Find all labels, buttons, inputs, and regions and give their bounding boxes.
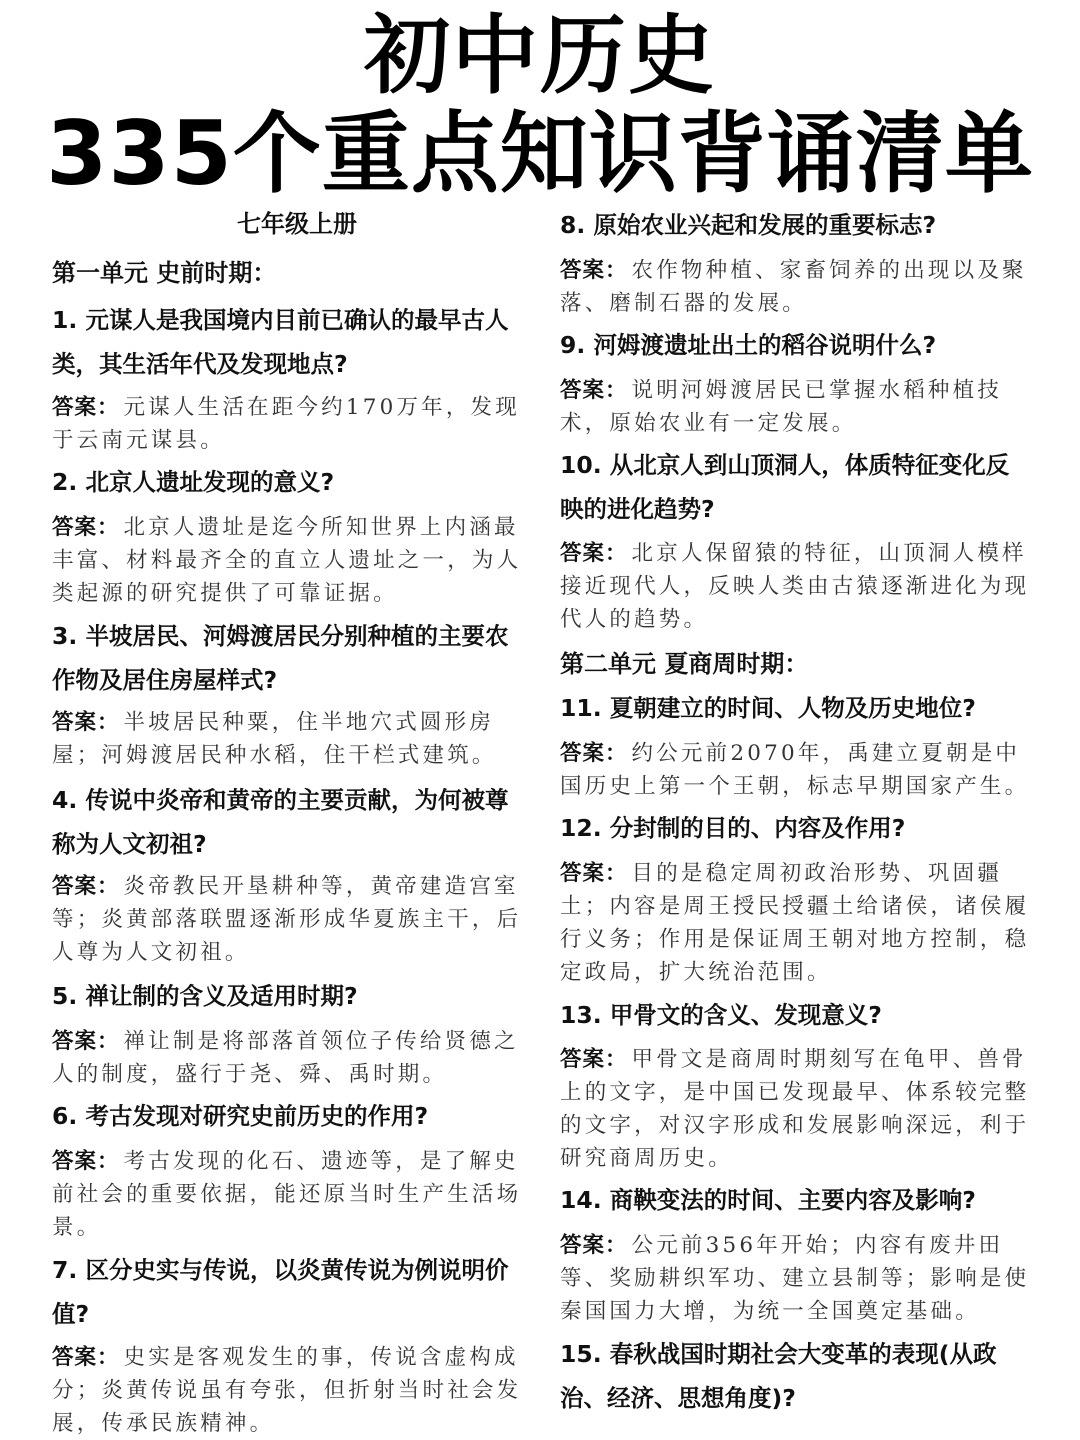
answer-text: 禅让制是将部落首领位子传给贤德之人的制度，盛行于尧、舜、禹时期。 [52,1029,519,1087]
answer-label: 答案： [52,874,120,899]
question-11: 11. 夏朝建立的时间、人物及历史地位? [560,694,976,722]
answer-text: 考古发现的化石、遗迹等，是了解史前社会的重要依据，能还原当时生产生活场景。 [52,1149,522,1240]
question-6: 6. 考古发现对研究史前历史的作用? [52,1102,429,1130]
question-5: 5. 禅让制的含义及适用时期? [52,982,358,1010]
answer-label: 答案： [560,1047,628,1072]
question-7: 7. 区分史实与传说，以炎黄传说为例说明价值? [52,1256,509,1328]
answer-text: 北京人保留猿的特征，山顶洞人模样接近现代人，反映人类由古猿逐渐进化为现代人的趋势。 [560,541,1030,632]
answer-text: 炎帝教民开垦耕种等，黄帝建造宫室等；炎黄部落联盟逐渐形成华夏族主干，后人尊为人文初祖。 [52,874,522,965]
answer-label: 答案： [560,541,628,566]
question-13: 13. 甲骨文的含义、发现意义? [560,1001,882,1029]
page-title-line2: 335个重点知识背诵清单 [46,102,1034,205]
question-14: 14. 商鞅变法的时间、主要内容及影响? [560,1186,976,1214]
question-1: 1. 元谋人是我国境内目前已确认的最早古人类，其生活年代及发现地点? [52,306,509,378]
answer-label: 答案： [560,378,628,403]
answer-text: 半坡居民种粟，住半地穴式圆形房屋；河姆渡居民种水稻，住干栏式建筑。 [52,710,497,768]
question-4: 4. 传说中炎帝和黄帝的主要贡献，为何被尊称为人文初祖? [52,786,509,858]
answer-label: 答案： [52,710,120,735]
answer-label: 答案： [560,1233,628,1258]
answer-4 [52,870,522,969]
answer-13 [560,1043,1032,1175]
answer-7 [52,1341,522,1440]
answer-10 [560,537,1032,636]
answer-text: 史实是客观发生的事，传说含虚构成分；炎黄传说虽有夸张，但折射当时社会发展，传承民族精神。 [52,1345,522,1436]
answer-label: 答案： [52,1149,120,1174]
answer-14 [560,1229,1032,1328]
question-10: 10. 从北京人到山顶洞人，体质特征变化反映的进化趋势? [560,451,1010,523]
unit-heading-2: 第二单元 夏商周时期： [560,650,809,678]
answer-text: 目的是稳定周初政治形势、巩固疆土；内容是周王授民授疆土给诸侯，诸侯履行义务；作用是保证周王朝对地方控制，稳定政局，扩大统治范围。 [560,861,1030,985]
question-15: 15. 春秋战国时期社会大变革的表现(从政治、经济、思想角度)? [560,1340,997,1412]
answer-text: 约公元前2070年，禹建立夏朝是中国历史上第一个王朝，标志早期国家产生。 [560,741,1030,799]
answer-text: 元谋人生活在距今约170万年，发现于云南元谋县。 [52,395,520,453]
answer-text: 甲骨文是商周时期刻写在龟甲、兽骨上的文字，是中国已发现最早、体系较完整的文字，对汉字形成和发展影响深远，利于研究商周历史。 [560,1047,1030,1171]
page-title-line1: 初中历史 [364,6,716,106]
answer-8 [560,254,1032,320]
answer-text: 北京人遗址是迄今所知世界上内涵最丰富、材料最齐全的直立人遗址之一，为人类起源的研究提供了可靠证据。 [52,515,522,606]
answer-12 [560,857,1032,989]
answer-label: 答案： [52,1029,120,1054]
question-3: 3. 半坡居民、河姆渡居民分别种植的主要农作物及居住房屋样式? [52,622,509,694]
question-2: 2. 北京人遗址发现的意义? [52,468,335,496]
answer-label: 答案： [560,741,628,766]
answer-text: 农作物种植、家畜饲养的出现以及聚落、磨制石器的发展。 [560,258,1027,316]
answer-label: 答案： [52,1345,120,1370]
answer-text: 公元前356年开始；内容有废井田等、奖励耕织军功、建立县制等；影响是使秦国国力大增，为统一全国奠定基础。 [560,1233,1030,1324]
answer-3 [52,706,522,772]
answer-text: 说明河姆渡居民已掌握水稻种植技术，原始农业有一定发展。 [560,378,1003,436]
answer-label: 答案： [52,395,120,420]
answer-11 [560,737,1032,803]
answer-2 [52,511,522,610]
answer-1 [52,391,522,457]
question-8: 8. 原始农业兴起和发展的重要标志? [560,211,937,239]
answer-5 [52,1025,522,1091]
answer-9 [560,374,1032,440]
answer-label: 答案： [560,861,628,886]
question-12: 12. 分封制的目的、内容及作用? [560,814,906,842]
unit-heading-1: 第一单元 史前时期： [52,259,277,287]
question-9: 9. 河姆渡遗址出土的稻谷说明什么? [560,331,937,359]
answer-label: 答案： [52,515,120,540]
answer-label: 答案： [560,258,628,283]
answer-6 [52,1145,522,1244]
grade-heading: 七年级上册 [237,210,357,238]
